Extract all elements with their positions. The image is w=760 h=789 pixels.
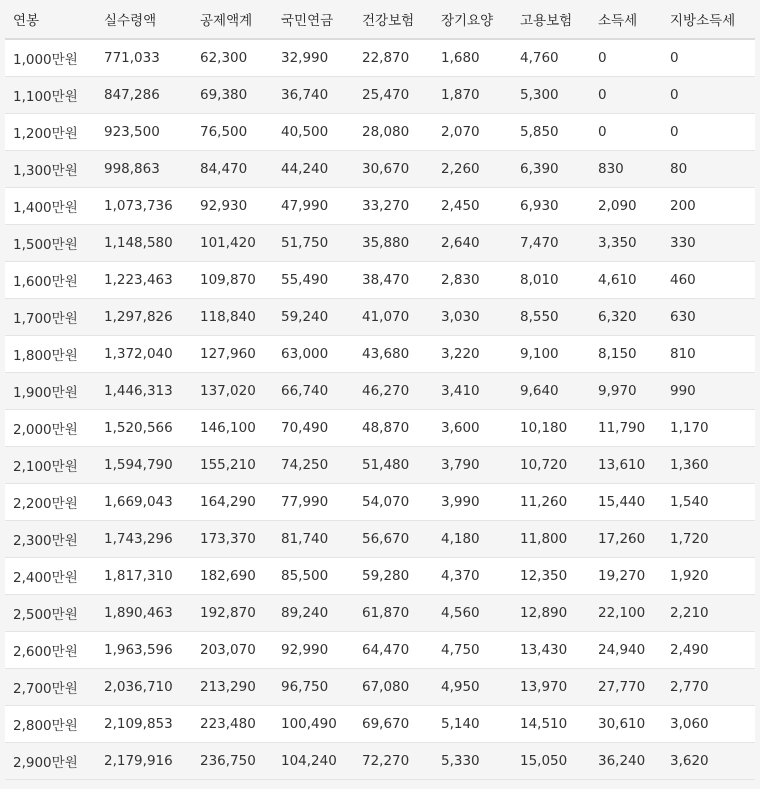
net-pay-cell: 1,963,596 (96, 632, 192, 669)
long-term-care-cell: 3,600 (433, 410, 512, 447)
national-pension-cell: 100,490 (273, 706, 354, 743)
health-insurance-cell: 43,680 (354, 336, 433, 373)
col-header-employment-insurance: 고용보험 (512, 0, 590, 39)
local-income-tax-cell: 0 (662, 114, 755, 151)
long-term-care-cell: 2,260 (433, 151, 512, 188)
table-row (5, 77, 755, 114)
col-header-health-insurance: 건강보험 (354, 0, 433, 39)
table-row (5, 373, 755, 410)
long-term-care-cell: 5,330 (433, 743, 512, 780)
col-header-local-income-tax: 지방소득세 (662, 0, 755, 39)
health-insurance-cell: 28,080 (354, 114, 433, 151)
employment-insurance-cell: 6,930 (512, 188, 590, 225)
employment-insurance-cell: 7,470 (512, 225, 590, 262)
total-deduction-cell: 213,290 (192, 669, 273, 706)
health-insurance-cell: 25,470 (354, 77, 433, 114)
health-insurance-cell: 30,670 (354, 151, 433, 188)
local-income-tax-cell: 1,170 (662, 410, 755, 447)
long-term-care-cell: 3,990 (433, 484, 512, 521)
income-tax-cell: 2,090 (590, 188, 662, 225)
net-pay-cell: 998,863 (96, 151, 192, 188)
annual-salary-cell: 2,100만원 (5, 447, 96, 484)
col-header-national-pension: 국민연금 (273, 0, 354, 39)
income-tax-cell: 0 (590, 77, 662, 114)
local-income-tax-cell: 330 (662, 225, 755, 262)
total-deduction-cell: 76,500 (192, 114, 273, 151)
employment-insurance-cell: 11,800 (512, 521, 590, 558)
income-tax-cell: 22,100 (590, 595, 662, 632)
table-row (5, 39, 755, 77)
long-term-care-cell: 3,790 (433, 447, 512, 484)
national-pension-cell: 77,990 (273, 484, 354, 521)
income-tax-cell: 3,350 (590, 225, 662, 262)
long-term-care-cell: 2,450 (433, 188, 512, 225)
income-tax-cell: 9,970 (590, 373, 662, 410)
national-pension-cell: 44,240 (273, 151, 354, 188)
health-insurance-cell: 46,270 (354, 373, 433, 410)
long-term-care-cell: 4,950 (433, 669, 512, 706)
local-income-tax-cell: 0 (662, 39, 755, 77)
net-pay-cell: 1,520,566 (96, 410, 192, 447)
annual-salary-cell: 2,000만원 (5, 410, 96, 447)
total-deduction-cell: 118,840 (192, 299, 273, 336)
employment-insurance-cell: 13,970 (512, 669, 590, 706)
local-income-tax-cell: 1,360 (662, 447, 755, 484)
annual-salary-cell: 1,600만원 (5, 262, 96, 299)
health-insurance-cell: 48,870 (354, 410, 433, 447)
net-pay-cell: 1,594,790 (96, 447, 192, 484)
annual-salary-cell: 2,300만원 (5, 521, 96, 558)
long-term-care-cell: 3,030 (433, 299, 512, 336)
annual-salary-cell: 1,800만원 (5, 336, 96, 373)
health-insurance-cell: 59,280 (354, 558, 433, 595)
table-row (5, 336, 755, 373)
salary-table (5, 0, 755, 780)
local-income-tax-cell: 3,620 (662, 743, 755, 780)
annual-salary-cell: 2,600만원 (5, 632, 96, 669)
employment-insurance-cell: 8,010 (512, 262, 590, 299)
total-deduction-cell: 84,470 (192, 151, 273, 188)
national-pension-cell: 63,000 (273, 336, 354, 373)
employment-insurance-cell: 6,390 (512, 151, 590, 188)
national-pension-cell: 89,240 (273, 595, 354, 632)
national-pension-cell: 66,740 (273, 373, 354, 410)
income-tax-cell: 30,610 (590, 706, 662, 743)
total-deduction-cell: 223,480 (192, 706, 273, 743)
national-pension-cell: 40,500 (273, 114, 354, 151)
local-income-tax-cell: 200 (662, 188, 755, 225)
local-income-tax-cell: 2,770 (662, 669, 755, 706)
national-pension-cell: 81,740 (273, 521, 354, 558)
table-body (5, 39, 755, 780)
net-pay-cell: 1,743,296 (96, 521, 192, 558)
employment-insurance-cell: 13,430 (512, 632, 590, 669)
employment-insurance-cell: 9,100 (512, 336, 590, 373)
local-income-tax-cell: 1,540 (662, 484, 755, 521)
total-deduction-cell: 192,870 (192, 595, 273, 632)
health-insurance-cell: 33,270 (354, 188, 433, 225)
health-insurance-cell: 38,470 (354, 262, 433, 299)
long-term-care-cell: 4,750 (433, 632, 512, 669)
total-deduction-cell: 236,750 (192, 743, 273, 780)
health-insurance-cell: 35,880 (354, 225, 433, 262)
net-pay-cell: 2,036,710 (96, 669, 192, 706)
local-income-tax-cell: 630 (662, 299, 755, 336)
national-pension-cell: 74,250 (273, 447, 354, 484)
total-deduction-cell: 155,210 (192, 447, 273, 484)
income-tax-cell: 27,770 (590, 669, 662, 706)
table-row (5, 632, 755, 669)
local-income-tax-cell: 0 (662, 77, 755, 114)
long-term-care-cell: 1,870 (433, 77, 512, 114)
national-pension-cell: 36,740 (273, 77, 354, 114)
long-term-care-cell: 1,680 (433, 39, 512, 77)
employment-insurance-cell: 4,760 (512, 39, 590, 77)
local-income-tax-cell: 460 (662, 262, 755, 299)
col-header-income-tax: 소득세 (590, 0, 662, 39)
annual-salary-cell: 1,100만원 (5, 77, 96, 114)
total-deduction-cell: 92,930 (192, 188, 273, 225)
health-insurance-cell: 41,070 (354, 299, 433, 336)
long-term-care-cell: 2,070 (433, 114, 512, 151)
net-pay-cell: 771,033 (96, 39, 192, 77)
table-row (5, 706, 755, 743)
annual-salary-cell: 1,300만원 (5, 151, 96, 188)
employment-insurance-cell: 12,890 (512, 595, 590, 632)
income-tax-cell: 19,270 (590, 558, 662, 595)
income-tax-cell: 830 (590, 151, 662, 188)
table-row (5, 225, 755, 262)
total-deduction-cell: 109,870 (192, 262, 273, 299)
income-tax-cell: 13,610 (590, 447, 662, 484)
net-pay-cell: 1,223,463 (96, 262, 192, 299)
total-deduction-cell: 62,300 (192, 39, 273, 77)
national-pension-cell: 92,990 (273, 632, 354, 669)
long-term-care-cell: 5,140 (433, 706, 512, 743)
local-income-tax-cell: 1,720 (662, 521, 755, 558)
local-income-tax-cell: 2,210 (662, 595, 755, 632)
health-insurance-cell: 54,070 (354, 484, 433, 521)
table-row (5, 484, 755, 521)
table-row (5, 410, 755, 447)
table-row (5, 669, 755, 706)
annual-salary-cell: 2,700만원 (5, 669, 96, 706)
income-tax-cell: 17,260 (590, 521, 662, 558)
employment-insurance-cell: 8,550 (512, 299, 590, 336)
net-pay-cell: 2,179,916 (96, 743, 192, 780)
annual-salary-cell: 1,700만원 (5, 299, 96, 336)
table-row (5, 188, 755, 225)
annual-salary-cell: 1,000만원 (5, 39, 96, 77)
net-pay-cell: 1,297,826 (96, 299, 192, 336)
table-row (5, 299, 755, 336)
local-income-tax-cell: 810 (662, 336, 755, 373)
table-header (5, 0, 755, 39)
local-income-tax-cell: 1,920 (662, 558, 755, 595)
employment-insurance-cell: 5,850 (512, 114, 590, 151)
national-pension-cell: 104,240 (273, 743, 354, 780)
health-insurance-cell: 64,470 (354, 632, 433, 669)
annual-salary-cell: 2,500만원 (5, 595, 96, 632)
income-tax-cell: 0 (590, 39, 662, 77)
long-term-care-cell: 3,220 (433, 336, 512, 373)
total-deduction-cell: 137,020 (192, 373, 273, 410)
net-pay-cell: 1,890,463 (96, 595, 192, 632)
long-term-care-cell: 2,640 (433, 225, 512, 262)
annual-salary-cell: 2,800만원 (5, 706, 96, 743)
table-row (5, 521, 755, 558)
total-deduction-cell: 127,960 (192, 336, 273, 373)
total-deduction-cell: 146,100 (192, 410, 273, 447)
long-term-care-cell: 3,410 (433, 373, 512, 410)
employment-insurance-cell: 5,300 (512, 77, 590, 114)
national-pension-cell: 55,490 (273, 262, 354, 299)
income-tax-cell: 8,150 (590, 336, 662, 373)
national-pension-cell: 59,240 (273, 299, 354, 336)
health-insurance-cell: 72,270 (354, 743, 433, 780)
net-pay-cell: 1,073,736 (96, 188, 192, 225)
net-pay-cell: 2,109,853 (96, 706, 192, 743)
employment-insurance-cell: 10,180 (512, 410, 590, 447)
local-income-tax-cell: 3,060 (662, 706, 755, 743)
income-tax-cell: 6,320 (590, 299, 662, 336)
income-tax-cell: 24,940 (590, 632, 662, 669)
long-term-care-cell: 4,180 (433, 521, 512, 558)
employment-insurance-cell: 15,050 (512, 743, 590, 780)
national-pension-cell: 96,750 (273, 669, 354, 706)
national-pension-cell: 85,500 (273, 558, 354, 595)
col-header-annual-salary: 연봉 (5, 0, 96, 39)
table-row (5, 595, 755, 632)
total-deduction-cell: 69,380 (192, 77, 273, 114)
health-insurance-cell: 69,670 (354, 706, 433, 743)
national-pension-cell: 51,750 (273, 225, 354, 262)
annual-salary-cell: 2,400만원 (5, 558, 96, 595)
income-tax-cell: 11,790 (590, 410, 662, 447)
annual-salary-cell: 1,500만원 (5, 225, 96, 262)
table-row (5, 558, 755, 595)
col-header-net-pay: 실수령액 (96, 0, 192, 39)
health-insurance-cell: 22,870 (354, 39, 433, 77)
national-pension-cell: 47,990 (273, 188, 354, 225)
employment-insurance-cell: 12,350 (512, 558, 590, 595)
income-tax-cell: 4,610 (590, 262, 662, 299)
annual-salary-cell: 2,200만원 (5, 484, 96, 521)
annual-salary-cell: 1,400만원 (5, 188, 96, 225)
net-pay-cell: 1,372,040 (96, 336, 192, 373)
table-row (5, 447, 755, 484)
annual-salary-cell: 2,900만원 (5, 743, 96, 780)
employment-insurance-cell: 9,640 (512, 373, 590, 410)
employment-insurance-cell: 11,260 (512, 484, 590, 521)
table-row (5, 743, 755, 780)
net-pay-cell: 847,286 (96, 77, 192, 114)
income-tax-cell: 0 (590, 114, 662, 151)
table-row (5, 262, 755, 299)
total-deduction-cell: 203,070 (192, 632, 273, 669)
employment-insurance-cell: 10,720 (512, 447, 590, 484)
long-term-care-cell: 4,560 (433, 595, 512, 632)
local-income-tax-cell: 990 (662, 373, 755, 410)
annual-salary-cell: 1,200만원 (5, 114, 96, 151)
employment-insurance-cell: 14,510 (512, 706, 590, 743)
total-deduction-cell: 182,690 (192, 558, 273, 595)
health-insurance-cell: 61,870 (354, 595, 433, 632)
national-pension-cell: 32,990 (273, 39, 354, 77)
health-insurance-cell: 51,480 (354, 447, 433, 484)
col-header-total-deduction: 공제액계 (192, 0, 273, 39)
table-row (5, 114, 755, 151)
net-pay-cell: 923,500 (96, 114, 192, 151)
header-row (5, 0, 755, 39)
long-term-care-cell: 4,370 (433, 558, 512, 595)
table-row (5, 151, 755, 188)
total-deduction-cell: 101,420 (192, 225, 273, 262)
net-pay-cell: 1,148,580 (96, 225, 192, 262)
net-pay-cell: 1,446,313 (96, 373, 192, 410)
total-deduction-cell: 164,290 (192, 484, 273, 521)
health-insurance-cell: 56,670 (354, 521, 433, 558)
long-term-care-cell: 2,830 (433, 262, 512, 299)
net-pay-cell: 1,817,310 (96, 558, 192, 595)
local-income-tax-cell: 80 (662, 151, 755, 188)
national-pension-cell: 70,490 (273, 410, 354, 447)
income-tax-cell: 15,440 (590, 484, 662, 521)
total-deduction-cell: 173,370 (192, 521, 273, 558)
income-tax-cell: 36,240 (590, 743, 662, 780)
health-insurance-cell: 67,080 (354, 669, 433, 706)
local-income-tax-cell: 2,490 (662, 632, 755, 669)
col-header-long-term-care: 장기요양 (433, 0, 512, 39)
net-pay-cell: 1,669,043 (96, 484, 192, 521)
annual-salary-cell: 1,900만원 (5, 373, 96, 410)
